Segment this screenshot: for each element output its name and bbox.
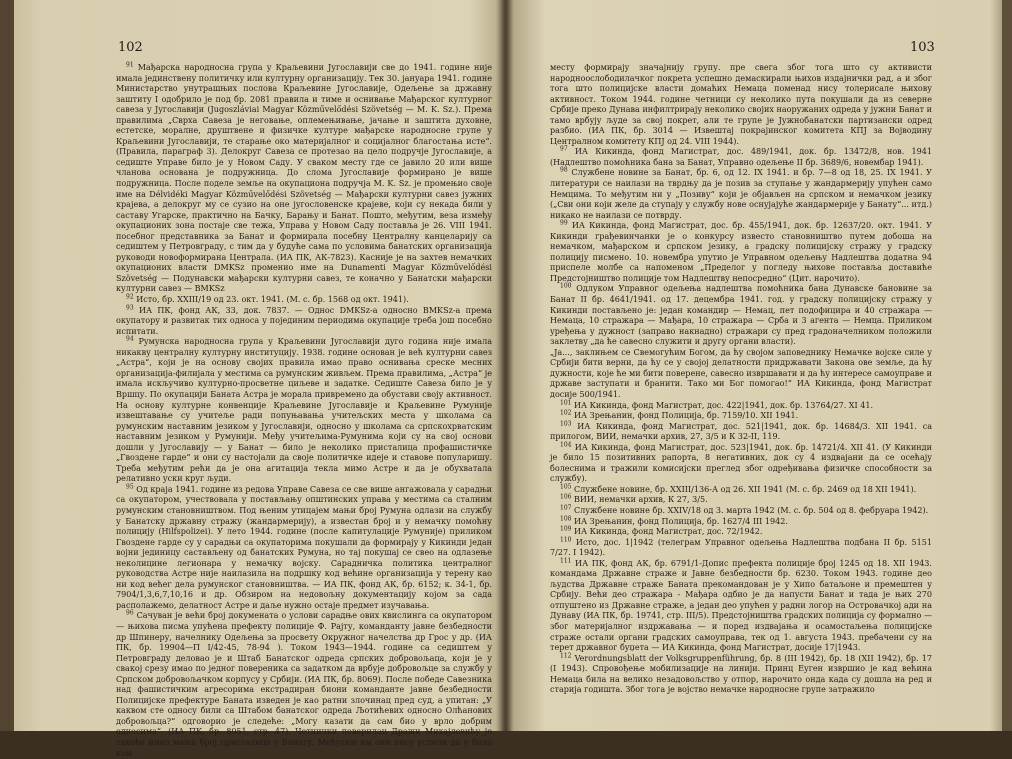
footnote-text: ИА Кикинда, фонд Магистрат, дос. 72/1942. — [571, 527, 763, 537]
footnote-paragraph — [550, 485, 932, 496]
footnote-text: месту формирају значајнију групу. пре свега због тога што су активисти народноослободилачког покрета успешно демаскирали њихов издајнички рад, а и због тога што полицијске власти домаћих Немаца поменад нису толерисале њихову активност. Током 1944. године четници су неколико пута покушали да из северне Србије преко Дунава инфилтрирају неколико својих наоружаних одреда у јужни Банат и тамо врбују људе за свој покрет, али те групе је Јужнобанатски партизански одред разбио. (ИА ПК, бр. 3014 — Извештај покрајинског комитета КПЈ за Војводину Централном комитету КПЈ од 24. VIII 1944). — [550, 63, 932, 146]
footnote-paragraph — [550, 348, 932, 401]
footnote-text: Службене новине за Банат, бр. 6, од 12. IX 1941. и бр. 7—8 од 18, 25. IX 1941. У литератури се наилази на тврдњу да је позив за ступање у жандармерију упућен само Немцима. То међутим ни у „Позиву“ који је објављен на српском и немачком језику („Сви они који желе да ступају у службу нове оснујајуће жандармерије у Банату“... итд.) никако не наилази се потврду. — [550, 168, 932, 220]
page-number-right: 103 — [910, 40, 935, 55]
footnote-number: 91 — [126, 61, 134, 69]
footnote-text: ИА Зрењанин, фонд Полиција, бр. 7159/10. XII 1941. — [571, 411, 799, 421]
footnote-text: Verordnungsblatt der Volksgruppenführung, бр. 8 (III 1942), бр. 18 (XII 1942), бр. 17 (I 1943). Спровођење мобилизације на линији. Принц Еуген извршио је кад већина Немаца била на велико незадовољство у отпор, нарочито онда када су дошла на ред и старија годишта. Због тога је војство немачке народносне групе затражило — [550, 653, 932, 695]
footnote-paragraph — [116, 63, 492, 295]
footnote-paragraph — [550, 559, 932, 654]
footnote-text: Исто, бр. XXIII/19 од 23. окт. 1941. (М. с. бр. 1568 од окт. 1941). — [133, 295, 409, 305]
footnote-text: Сачуван је већи број докумената о услови сарадње ових квислинга са окупатором — њихова писма упућена префекту полиције Ф. Рајту, команданту јавне безбедности др Шпинеру, начелнику Одељења за просвету Окружног начелства др Грос у др. (ИА ПК, бр. 19904—П I/42-45, 78-94 ). Током 1943—1944. године са седиштем у Петровграду деловао је и Штаб Банатског одреда српских добровољаца, који је у свакој срезу имао по једног повереника са задатком да врбује добровољце за службу у Српском добровољачком корпусу у Србији. (ИА ПК, бр. 8069). После победе Савезника над фашистичким агресорима екстрадиран биони команданте јавне безбедности Полицијске префектуре Баната изведен је као ратни злочинац пред суд, а упитан: „У каквом сте односу били са Штабом банатског одреда Љотићевих односно Олћанових добровољца?“ одговорио је следеће: „Могу казати да сам био у врло добрим односима“. (ИА ПК, бр. 8051, стр. 47). Четнички поверилац Дражи Михајловићу је такође имао мањи број присталица у Банату. Међутим им они нису успели да у било ком — [116, 611, 492, 758]
footnote-number: 100 — [560, 282, 572, 290]
footnote-number: 112 — [560, 651, 572, 659]
footnote-text: ИА Кикинда, фонд Магистрат, дос. 521|1941, док. бр. 14684/3. XII 1941. са прилогом, ВИИ, немачки архив, 27, 3/5 и К 32-II, 119. — [550, 421, 932, 442]
footnote-paragraph — [550, 506, 932, 517]
footnote-number: 92 — [126, 293, 134, 301]
footnote-paragraph — [116, 611, 492, 759]
footnote-number: 107 — [560, 504, 572, 512]
footnote-number: 94 — [126, 335, 134, 343]
footnotes-left — [116, 63, 492, 759]
footnote-text: ИА Зрењанин, фонд Полиција, бр. 1627/4 III 1942. — [571, 516, 788, 526]
footnote-text: ИА Кикинда, фонд Магистрат, дос. бр. 455/1941, док. бр. 12637/20. окт. 1941. У Кикинди грађевинчанки је о конкурсу известо становништво путем добоша на немачком, мађарском и српском језику, а градску полицијску стражу у градску полицију писмено. 10. новембра упутио је Управном одељењу Надлештва додатна 94 приспеле молбе са напоменом „Пределог у погледу њихове поставља доставиће Предстојништво полиције том Надлештву непосредно“ (Цит. нарочито). — [550, 221, 932, 283]
footnote-paragraph — [550, 147, 932, 168]
footnote-paragraph — [550, 419, 932, 443]
footnote-paragraph — [550, 398, 932, 412]
footnote-text: ИА ПК, фонд АК, бр. 6791/1-Допис префекта полиције број 1245 од 18. XII 1943. командама Државне страже и Јавне безбедности бр. 6230. Током 1943. године део људства Државне страже Баната прекомандован је у Хипо батаљоне и премештен у Србију. Већи део стражара - Мађара одбио је да напусти Банат и тада је њих 270 отпуштено из Државне страже, а један део упућен у радни логор на Островачкој ади на Дунаву (ИА ПК, бр. 19741, стр. III/5). Предстојништва градских полиција су формално — због материјалног издржавања — и поред издвајања и осамостаљења полицијске страже остали органи градских самоуправа, тек од 1. августа 1943. пребачени су на терет државног буџета — ИА Кикинда, фонд Магистрат, досије 17|1943. — [550, 558, 932, 653]
footnote-paragraph — [550, 221, 932, 284]
footnote-paragraph — [550, 168, 932, 221]
footnote-paragraph — [116, 295, 492, 306]
footnote-number: 110 — [560, 535, 572, 543]
right-page — [510, 0, 1000, 731]
footnote-paragraph — [550, 284, 932, 347]
footnote-paragraph — [550, 495, 932, 506]
page-edge-right — [1002, 0, 1012, 731]
footnote-paragraph — [550, 443, 932, 485]
footnote-number: 101 — [560, 398, 572, 406]
footnote-number: 95 — [126, 483, 134, 491]
footnote-number: 109 — [560, 525, 572, 533]
footnote-paragraph — [550, 63, 932, 147]
footnote-paragraph — [550, 527, 932, 538]
footnote-number: 111 — [560, 557, 572, 565]
footnote-number: 99 — [560, 219, 568, 227]
footnote-text: Одлуком Управног одељења надлештва помоћника бана Дунавске бановине за Банат II бр. 4641/1941. од 17. децембра 1941. год. у градску полицијску стражу у Кикинди постављено је: један командир — Немац, пет подофицира и 40 стражара — Немаца, 10 стражара — Мађара, 10 стражара — Срба и 3 агента — Немца. Приликом уређења у дужност (заправо накнадно) стражари су пред градоначелником положили заклетву „да ће савесно служити и другу органи власти). — [550, 284, 932, 347]
footnote-paragraph — [116, 303, 492, 338]
footnote-text: ИА Кикинда, фонд Магистрат, дос. 523|1941, док. бр. 14721/4. XII 41. (У Кикинди је било 15 позитивних рапорта, 8 негативних, док су 4 издвајани да се осећају болеснима и тражили комисијски преглед због одређивања физичке способности за службу). — [550, 442, 932, 484]
page-edge-left — [0, 0, 14, 731]
footnote-number: 108 — [560, 514, 572, 522]
footnote-paragraph — [550, 411, 932, 422]
footnotes-right — [550, 63, 932, 696]
footnote-paragraph — [116, 337, 492, 485]
footnote-number: 93 — [126, 303, 134, 311]
footnote-paragraph — [550, 651, 932, 696]
footnote-text: Службене новине, бр. XXIII/136-А од 26. XII 1941 (М. с. бр. 2469 од 18 XII 1941). — [571, 484, 917, 494]
footnote-text: ИА ПК, фонд АК, 33, док. 7837. — Однос DMKSz-а односно BMKSz-а према окупатору и развитак тих односа у појединим периодима окупације треба још посебно испитати. — [116, 305, 492, 336]
footnote-paragraph — [550, 535, 932, 559]
footnote-number: 106 — [560, 493, 572, 501]
footnote-paragraph — [116, 485, 492, 612]
footnote-text: Мађарска народносна група у Краљевини Југославији све до 1941. године није имала јединствену политичку или културну организацију. Тек 30. јануара 1941. године Министарство унутрашњих послова Краљевине Југославије, Одељење за државну заштиту I одобрило је под бр. 2081 правила и тиме и оснивање Мађарског културног савеза у Југославији (Jugoszláviai Magyar Közművelődési Szövetség — M. K. Sz.). Према правилима „Сврха Савеза је неговање, оплемењивање, јачање и заштита духовне, естетске, моралне, друштвене и физичке културе мађарске народносне групе у Краљевини Југославији, те старање око материјалног и социјалног благостања исте“. (Правила, параграф 3). Делокруг Савеза се протезао на цело подручје Југославије, а седиште Управе било је у Новом Саду. У сваком месту где се јавило 20 или више чланова основана је подружница. До слома Југославије формирано је више подружница. После поделе земље на окупациона подручја M. K. Sz. је промењио своје име на Délvidéki Magyar Közművelődési Szövetség — Мађарски културни савез јужних крајева, а делокруг му се сузио на оне југословенске крајеве, који су некада били у саставу Угарске, практично на Бачку, Барању и Банат. Пошто, међутим, веза између окупационих зона постаје све тежа, Управа у Новом Саду поставља је 26. VIII 1941. посебног представника за Банат и формирала посебну Централну канцеларију са седиштем у Петровграду, с тим да у будуће сама по условима банатских организација руководи новоформирана Централа. (ИА ПК, АК-7823). Касније је на захтев немачких окупационих власти DMKSz променио име на Dunamenti Magyar Közművelődési Szövetség — Подунавски мађарски културни савез, те коначно у Банатски мађарски културни савез — BMKSz — [116, 63, 492, 294]
footnote-number: 104 — [560, 441, 572, 449]
left-page — [14, 0, 504, 758]
footnote-number: 96 — [126, 609, 134, 617]
footnote-text: „Ја..., заклињем се Свемогућим Богом, да ћу својом заповеднику Немачке војске силе у Србији бити верни, да ћу се у својој делатности придржавати Закона ове земље, да ћу дужности, које ће ми бити поверене, савесно извршавати и да ћу интересе самоуправе и државе заступати и бранити. Тако ми Бог помогао!“ ИА Кикинда, фонд Магистрат досије 500/1941. — [550, 347, 932, 399]
footnote-text: ВИИ, немачки архив, К 27, 3/5. — [571, 495, 708, 505]
footnote-number: 98 — [560, 166, 568, 174]
footnote-text: Службене новине бр. XXIV/18 од 3. марта 1942 (М. с. бр. 504 од 8. фебруара 1942). — [571, 505, 929, 515]
footnote-text: Од краја 1941. године из редова Управе Савеза се све више ангажовала у сарадњи са окупатором, учествовала у постављању општинских управа у местима са сталним румунским становништвом. Под њеним утицајем мањи број Румуна одлази на службу у Банатску државну стражу (жандармерију), а известан број и у немачку помоћну полицију (Hilfspolizei). У лето 1944. године (после капитулације Румуније) приликом Гвоздене гарде су у сарадњи са окупаторима покушали да формирају у Кикинди један војни јединицу састављену од банатских Румуна, но тај покушај се свео на одлазење неколицине легионара у немачку војску. Сарадничка политика централног руководства Астре није наилазила на подршку код већине организација у терену као ни код већег дела румунског становништва. — ИА ПК, фонд АК, бр. 6152; к. 34-1, бр. 7904/1,3,6,7,10,16 и др. Обзиром на недовољну документацију којом за сада располажемо, делатност Астре и даље нужно остаје предмет изучавања. — [116, 484, 492, 610]
footnote-text: ИА Кикинда, фонд Магистрат, дос. 422|1941, док. бр. 13764/27. XI 41. — [571, 400, 874, 410]
footnote-text: ИА Кикинда, фонд Магистрат, дос. 489/1941, док. бр. 13472/8, нов. 1941 (Надлештво помоћника бана за Банат, Управно одељење II бр. 3689/6, новембар 1941). — [550, 147, 932, 167]
page-number-left: 102 — [118, 40, 143, 55]
footnote-text: Исто, дос. 1|1942 (телеграм Управног одељења Надлештва подбана II бр. 5151 7/27. I 1942). — [550, 537, 932, 558]
footnote-text: Румунска народносна група у Краљевини Југославији дуго година није имала никакву централну културну институцију. 1938. године основан је већ културни савез „Астра“, који је на основу својих правила имао право оснивања среске месних организација-филијала у местима са румунским живљем. Према правилима, „Астра“ је имала искључиво културно-просветне циљеве и задатке. Седиште Савеза било је у Вршцу. По окупацији Баната Астра је морала привремено да обустави своју активност. На основу културне конвенције Краљевине Југославије и Краљевине Румуније извештавање су учитеље ради попуњавања учитељских места у школама са румунским наставним језиком у Југославији, односно у школама са српскохрватским наставним језиком у Румунији. Међу учитељима-Румунима који су на свој основи дошли у Југославију — у Банат — било је неколико присталица профашистичке „Гвоздене гарде“ и они су настојали да своје политичке идеје и ставове популаришу. Треба међутим рећи да је она агитација текла мимо Астре и да је обухватала релативно уски круг људи. — [116, 337, 492, 484]
footnote-number: 97 — [560, 145, 568, 153]
footnote-number: 105 — [560, 483, 572, 491]
footnote-number: 102 — [560, 409, 572, 417]
footnote-number: 103 — [560, 419, 572, 427]
footnote-paragraph — [550, 514, 932, 528]
